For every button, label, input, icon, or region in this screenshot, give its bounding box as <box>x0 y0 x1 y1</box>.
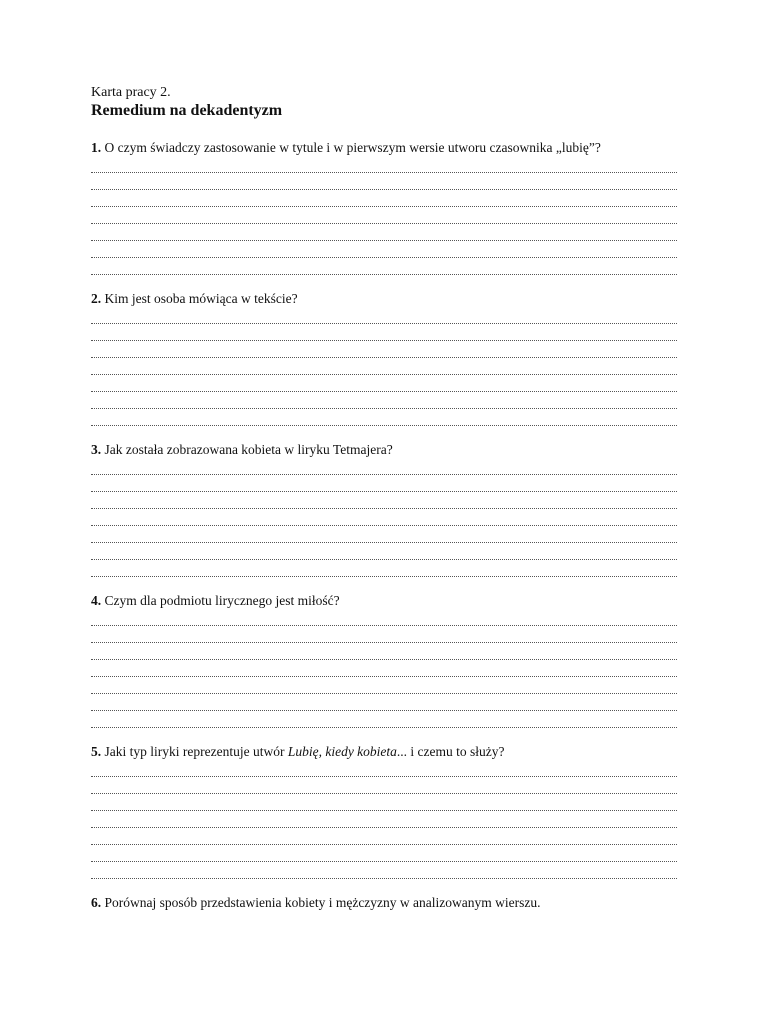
answer-line[interactable] <box>91 694 677 711</box>
question-number: 1. <box>91 140 102 155</box>
answer-line[interactable] <box>91 609 677 626</box>
question-text: Czym dla podmiotu lirycznego jest miłość? <box>101 593 340 608</box>
answer-line[interactable] <box>91 258 677 275</box>
worksheet-page <box>91 84 677 926</box>
answer-line[interactable] <box>91 375 677 392</box>
question-number: 4. <box>91 593 102 608</box>
answer-line[interactable] <box>91 509 677 526</box>
poem-title: Lubię, kiedy kobieta <box>287 744 397 759</box>
question-6 <box>91 894 677 911</box>
question-text: Porównaj sposób przedstawienia kobiety i mężczyzny w analizowanym wierszu. <box>101 895 541 910</box>
question-text: Jak została zobrazowana kobieta w liryku Tetmajera? <box>101 442 393 457</box>
answer-line[interactable] <box>91 358 677 375</box>
answer-line[interactable] <box>91 643 677 660</box>
answer-line[interactable] <box>91 341 677 358</box>
answer-line[interactable] <box>91 660 677 677</box>
answer-line[interactable] <box>91 862 677 879</box>
answer-line[interactable] <box>91 224 677 241</box>
question-number: 2. <box>91 291 102 306</box>
answer-line[interactable] <box>91 845 677 862</box>
answer-line[interactable] <box>91 307 677 324</box>
worksheet-title: Remedium na dekadentyzm <box>91 102 283 119</box>
question-4 <box>91 592 677 609</box>
answer-line[interactable] <box>91 526 677 543</box>
question-block-5 <box>91 743 677 879</box>
answer-line[interactable] <box>91 811 677 828</box>
answer-line[interactable] <box>91 392 677 409</box>
question-block-2 <box>91 290 677 426</box>
answer-line[interactable] <box>91 409 677 426</box>
question-number: 6. <box>91 895 102 910</box>
answer-line[interactable] <box>91 475 677 492</box>
answer-line[interactable] <box>91 760 677 777</box>
answer-line[interactable] <box>91 207 677 224</box>
question-3 <box>91 441 677 458</box>
answer-line[interactable] <box>91 173 677 190</box>
question-2 <box>91 290 677 307</box>
answer-line[interactable] <box>91 711 677 728</box>
answer-line[interactable] <box>91 458 677 475</box>
question-block-4 <box>91 592 677 728</box>
answer-line[interactable] <box>91 828 677 845</box>
answer-line[interactable] <box>91 324 677 341</box>
question-text: O czym świadczy zastosowanie w tytule i w pierwszym wersie utworu czasownika „lubię”? <box>101 140 601 155</box>
answer-line[interactable] <box>91 156 677 173</box>
answer-line[interactable] <box>91 777 677 794</box>
answer-line[interactable] <box>91 560 677 577</box>
answer-line[interactable] <box>91 543 677 560</box>
question-block-1 <box>91 139 677 275</box>
question-block-3 <box>91 441 677 577</box>
question-number: 3. <box>91 442 102 457</box>
answer-line[interactable] <box>91 492 677 509</box>
question-number: 5. <box>91 744 102 759</box>
worksheet-label: Karta pracy 2. <box>91 85 171 100</box>
question-1 <box>91 139 677 156</box>
answer-line[interactable] <box>91 794 677 811</box>
answer-line[interactable] <box>91 190 677 207</box>
question-text: Kim jest osoba mówiąca w tekście? <box>101 291 298 306</box>
question-block-6 <box>91 894 677 911</box>
question-text-end: ... i czemu to służy? <box>396 744 505 759</box>
question-5 <box>91 743 677 760</box>
question-text: Jaki typ liryki reprezentuje utwór <box>101 744 288 759</box>
answer-line[interactable] <box>91 626 677 643</box>
answer-line[interactable] <box>91 241 677 258</box>
answer-line[interactable] <box>91 677 677 694</box>
